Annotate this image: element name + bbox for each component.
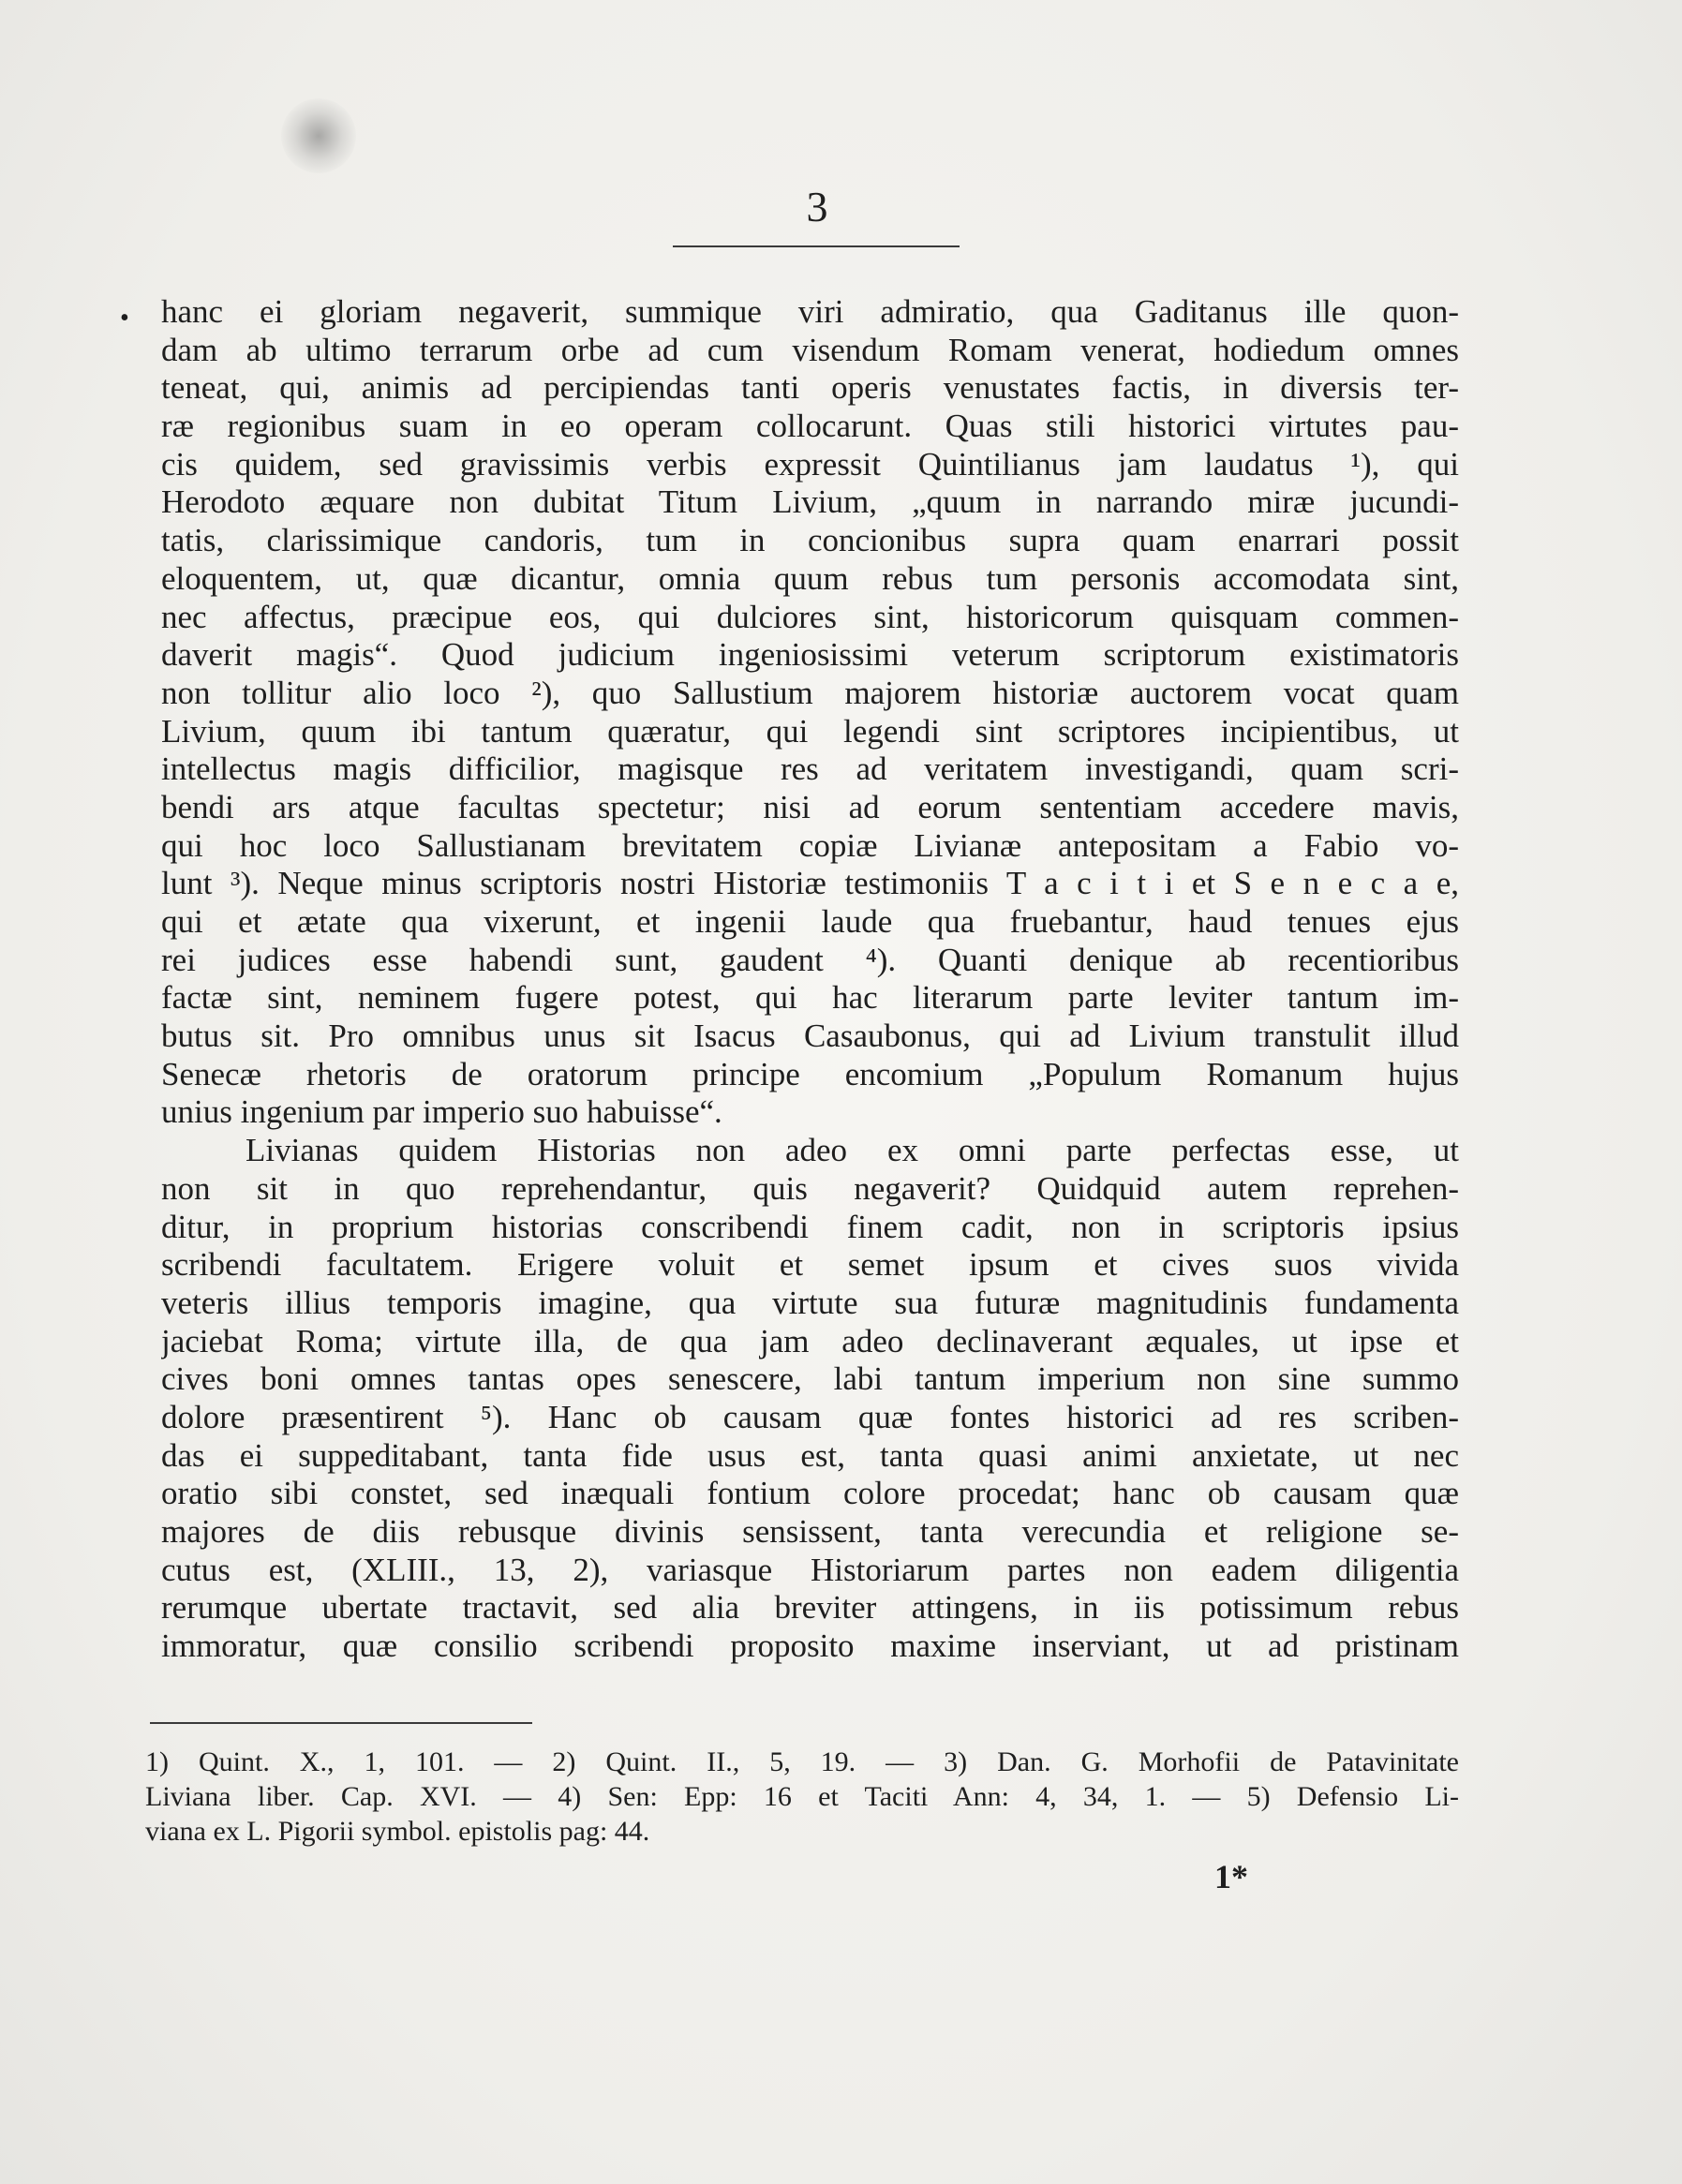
text-line: Herodoto æquare non dubitat Titum Livium, „quum in narrando miræ jucundi- bbox=[161, 483, 1459, 521]
signature-mark: 1* bbox=[1214, 1858, 1248, 1895]
text-line: veteris illius temporis imagine, qua virtute sua futuræ magnitudinis fundamenta bbox=[161, 1284, 1459, 1321]
footnote-line: Liviana liber. Cap. XVI. — 4) Sen: Epp: 16 et Taciti Ann: 4, 34, 1. — 5) Defensio Li- bbox=[145, 1781, 1459, 1812]
text-line: das ei suppeditabant, tanta fide usus est, tanta quasi animi anxietate, ut nec bbox=[161, 1436, 1459, 1474]
paragraph-start-line: Livianas quidem Historias non adeo ex omni parte perfectas esse, ut bbox=[246, 1132, 1459, 1169]
text-line: qui hoc loco Sallustianam brevitatem copiæ Livianæ antepositam a Fabio vo- bbox=[161, 826, 1459, 864]
ink-smudge bbox=[281, 98, 356, 173]
text-line: bendi ars atque facultas spectetur; nisi ad eorum sententiam accedere mavis, bbox=[161, 788, 1459, 825]
text-line: factæ sint, neminem fugere potest, qui hac literarum parte leviter tantum im- bbox=[161, 979, 1459, 1017]
text-line: non sit in quo reprehendantur, quis negaverit? Quidquid autem reprehen- bbox=[161, 1169, 1459, 1207]
text-line: dam ab ultimo terrarum orbe ad cum visendum Romam venerat, hodiedum omnes bbox=[161, 331, 1459, 368]
text-line: ditur, in proprium historias conscribendi finem cadit, non in scriptoris ipsius bbox=[161, 1208, 1459, 1245]
paragraph-end-line: unius ingenium par imperio suo habuisse“. bbox=[161, 1093, 722, 1131]
text-line: jaciebat Roma; virtute illa, de qua jam adeo declinaverant æquales, ut ipse et bbox=[161, 1322, 1459, 1359]
text-line: intellectus magis difficilior, magisque res ad veritatem investigandi, quam scri- bbox=[161, 750, 1459, 788]
text-line: rerumque ubertate tractavit, sed alia breviter attingens, in iis potissimum rebus bbox=[161, 1589, 1459, 1627]
text-line: hanc ei gloriam negaverit, summique viri admiratio, qua Gaditanus ille quon- bbox=[161, 293, 1459, 330]
footnote-line: 1) Quint. X., 1, 101. — 2) Quint. II., 5, 19. — 3) Dan. G. Morhofii de Patavinitate bbox=[145, 1746, 1459, 1777]
text-line: oratio sibi constet, sed inæquali fontium colore procedat; hanc ob causam quæ bbox=[161, 1475, 1459, 1512]
footnote-rule bbox=[150, 1722, 532, 1724]
text-line: butus sit. Pro omnibus unus sit Isacus Casaubonus, qui ad Livium transtulit illud bbox=[161, 1018, 1459, 1055]
text-line: eloquentem, ut, quæ dicantur, omnia quum rebus tum personis accomodata sint, bbox=[161, 559, 1459, 597]
text-line: dolore præsentirent ⁵). Hanc ob causam quæ fontes historici ad res scriben- bbox=[161, 1398, 1459, 1435]
footnote-line: viana ex L. Pigorii symbol. epistolis pag: 44. bbox=[145, 1816, 650, 1847]
text-line: lunt ³). Neque minus scriptoris nostri Historiæ testimoniis T a c i t i et S e n e c a e, bbox=[161, 865, 1459, 902]
text-line: non tollitur alio loco ²), quo Sallustium majorem historiæ auctorem vocat quam bbox=[161, 674, 1459, 711]
page-number: 3 bbox=[806, 183, 828, 230]
text-line: rei judices esse habendi sunt, gaudent ⁴). Quanti denique ab recentioribus bbox=[161, 941, 1459, 978]
text-line: tatis, clarissimique candoris, tum in concionibus supra quam enarrari possit bbox=[161, 522, 1459, 559]
text-line: scribendi facultatem. Erigere voluit et semet ipsum et cives suos vivida bbox=[161, 1246, 1459, 1284]
text-line: cives boni omnes tantas opes senescere, labi tantum imperium non sine summo bbox=[161, 1360, 1459, 1398]
footnotes bbox=[145, 1745, 1459, 1849]
header-rule bbox=[673, 245, 960, 247]
text-line: cis quidem, sed gravissimis verbis expressit Quintilianus jam laudatus ¹), qui bbox=[161, 445, 1459, 483]
text-line: ræ regionibus suam in eo operam collocarunt. Quas stili historici virtutes pau- bbox=[161, 408, 1459, 445]
text-line: Livium, quum ibi tantum quæratur, qui legendi sint scriptores incipientibus, ut bbox=[161, 712, 1459, 750]
text-line: teneat, qui, animis ad percipiendas tanti operis venustates factis, in diversis ter- bbox=[161, 369, 1459, 407]
body-text bbox=[161, 293, 1459, 1666]
text-line: daverit magis“. Quod judicium ingeniosissimi veterum scriptorum existimatoris bbox=[161, 636, 1459, 674]
text-line: majores de diis rebusque divinis sensissent, tanta verecundia et religione se- bbox=[161, 1513, 1459, 1550]
text-line: nec affectus, præcipue eos, qui dulciores sint, historicorum quisquam commen- bbox=[161, 598, 1459, 635]
text-line: Senecæ rhetoris de oratorum principe encomium „Populum Romanum hujus bbox=[161, 1055, 1459, 1092]
margin-mark: • bbox=[120, 304, 129, 333]
text-line: cutus est, (XLIII., 13, 2), variasque Historiarum partes non eadem diligentia bbox=[161, 1551, 1459, 1588]
text-line: qui et ætate qua vixerunt, et ingenii laude qua fruebantur, haud tenues ejus bbox=[161, 903, 1459, 940]
text-line: immoratur, quæ consilio scribendi proposito maxime inserviant, ut ad pristinam bbox=[161, 1627, 1459, 1665]
